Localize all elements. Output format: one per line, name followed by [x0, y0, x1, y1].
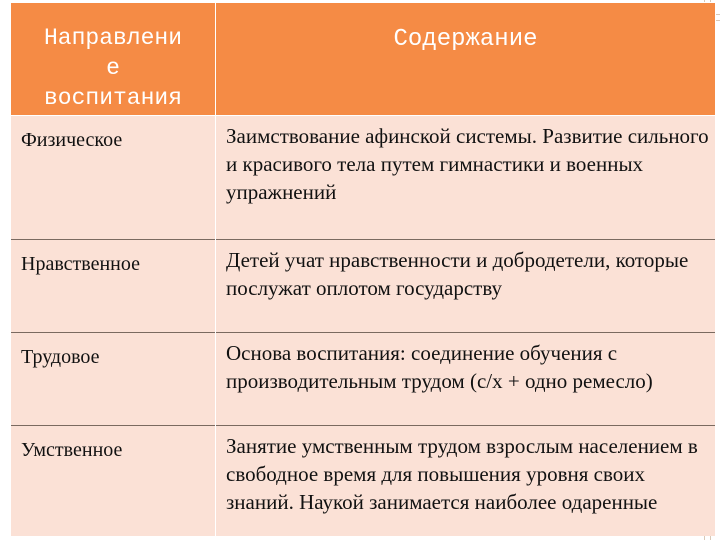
- row-content: Основа воспитания: соединение обучения с производительным трудом (с/х + одно ремесло): [216, 333, 716, 426]
- row-content: Занятие умственным трудом взрослым населением в свободное время для повышения уровня своих знаний. Наукой занимается наиболее одаренные: [216, 426, 716, 536]
- table-row: [11, 426, 716, 536]
- header-direction: [11, 3, 216, 116]
- header-direction-line: воспитания: [43, 85, 183, 111]
- education-table-container: [10, 2, 715, 536]
- row-label: Нравственное: [11, 240, 216, 333]
- row-label: Физическое: [11, 116, 216, 240]
- header-direction-line: е: [106, 55, 120, 81]
- table-header-row: [11, 3, 716, 116]
- row-label: Умственное: [11, 426, 216, 536]
- table-row: [11, 116, 716, 240]
- education-table: [10, 2, 716, 536]
- row-content: Детей учат нравственности и добродетели, которые послужат оплотом государству: [216, 240, 716, 333]
- header-content: Содержание: [216, 3, 716, 116]
- row-label: Трудовое: [11, 333, 216, 426]
- header-direction-line: Направлени: [43, 25, 183, 51]
- table-row: [11, 240, 716, 333]
- row-content: Заимствование афинской системы. Развитие сильного и красивого тела путем гимнастики и военных упражнений: [216, 116, 716, 240]
- table-row: [11, 333, 716, 426]
